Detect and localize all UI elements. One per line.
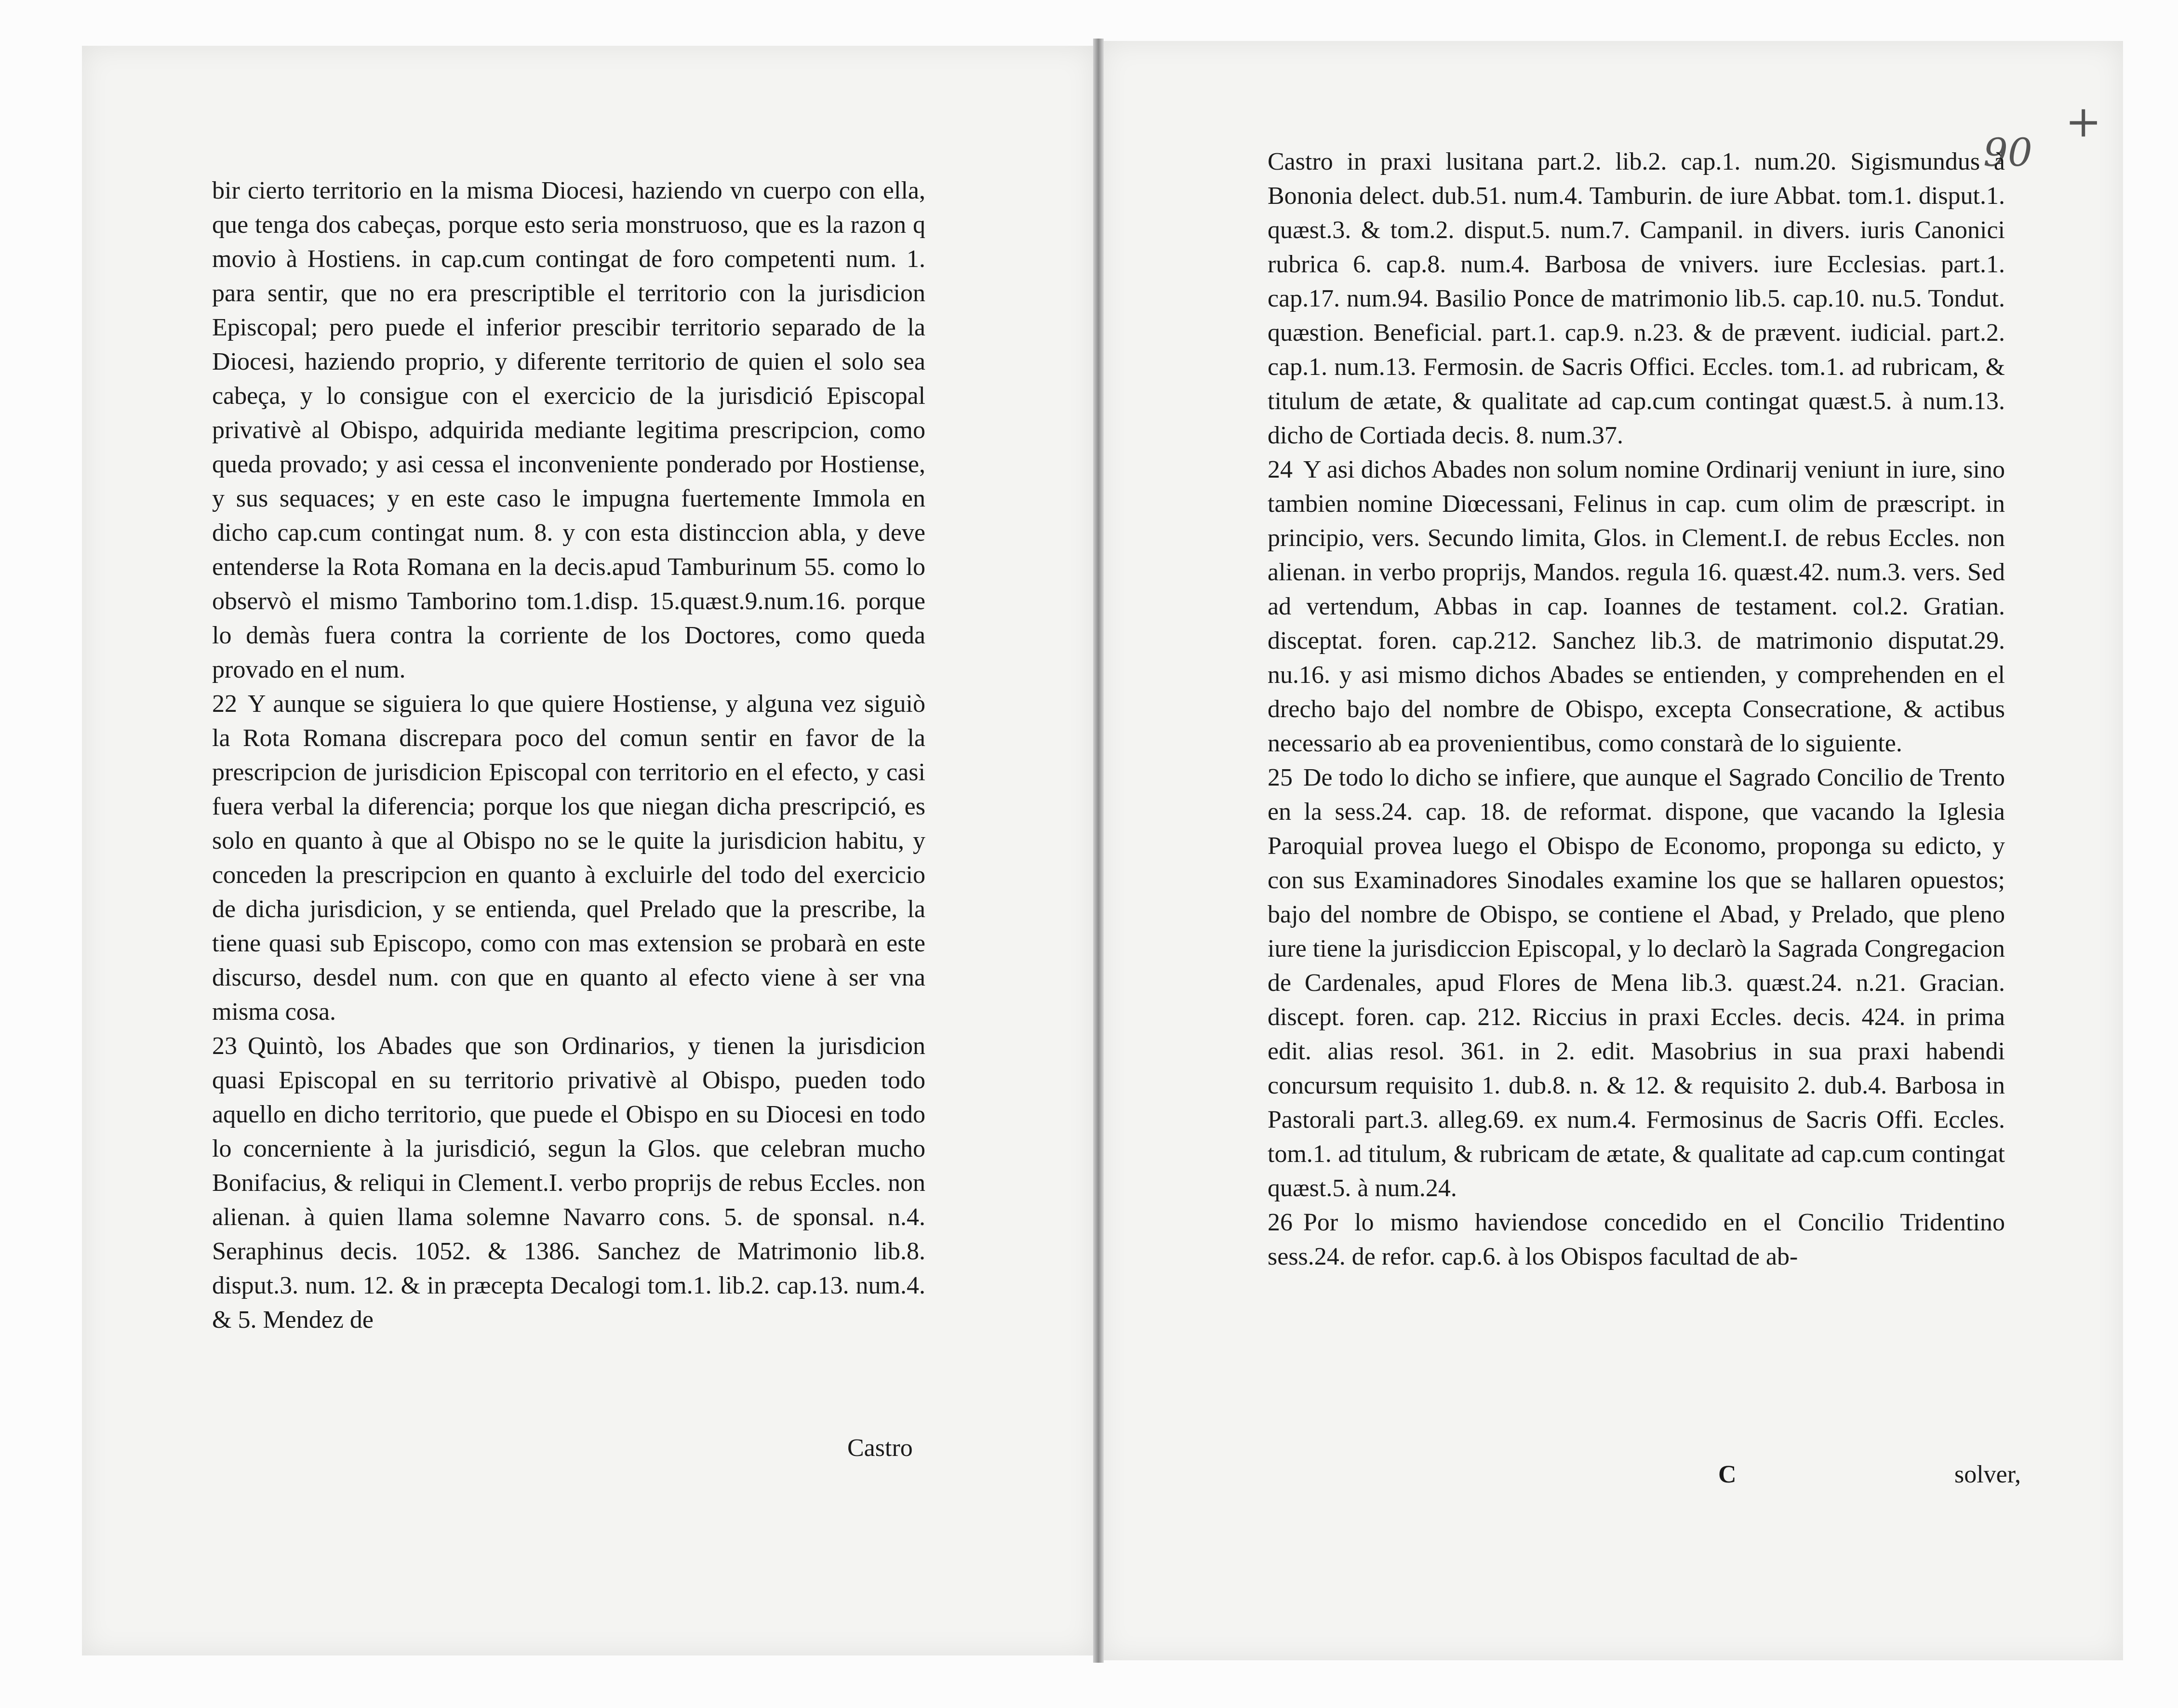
book-gutter bbox=[1093, 39, 1104, 1663]
paragraph-text: Y asi dichos Abades non solum nomine Ordinarij veniunt in iure, sino tambien nomine Diœcessani, Felinus in cap. cum olim de præscript. in principio, vers. Secundo limita, Glos. in Clement.I. de rebus Eccles. non alienan. in verbo proprijs, Mandos. regula 16. quæst.42. num.3. vers. Sed ad vertendum, Abbas in cap. Ioannes de testament. col.2. Gratian. disceptat. foren. cap.212. Sanchez lib.3. de matrimonio disputat.29. nu.16. y asi mismo dichos Abades se entienden, y comprehenden en el drecho bajo del nombre de Obispo, excepta Consecratione, & actibus necessario ab ea provenientibus, como constarà de lo siguiente. bbox=[1268, 456, 2005, 757]
paragraph bbox=[212, 173, 925, 687]
right-catchword: solver, bbox=[1954, 1461, 2021, 1488]
paragraph-text: Castro in praxi lusitana part.2. lib.2. cap.1. num.20. Sigismundus à Bononia delect. dub.51. num.4. Tamburin. de iure Abbat. tom.1. disput.1. quæst.3. & tom.2. disput.5. num.7. Campanil. in divers. iuris Canonici rubrica 6. cap.8. num.4. Barbosa de vnivers. iure Ecclesias. part.1. cap.17. num.94. Basilio Ponce de matrimonio lib.5. cap.10. nu.5. Tondut. quæstion. Beneficial. part.1. cap.9. n.23. & de prævent. iudicial. part.2. cap.1. num.13. Fermosin. de Sacris Offici. Eccles. tom.1. ad rubricam, & titulum de ætate, & qualitate ad cap.cum contingat quæst.5. à num.13. dicho de Cortiada decis. 8. num.37. bbox=[1268, 148, 2005, 449]
paragraph-number: 22 bbox=[212, 690, 237, 718]
paragraph bbox=[1268, 453, 2005, 761]
left-catchword: Castro bbox=[847, 1434, 913, 1462]
right-page-text bbox=[1268, 145, 2005, 1274]
handwritten-folio-number: 90 bbox=[1983, 130, 2032, 175]
paragraph-text: Por lo mismo haviendose concedido en el Concilio Tridentino sess.24. de refor. cap.6. à los Obispos facultad de ab- bbox=[1268, 1209, 2005, 1270]
handwritten-cross-mark: + bbox=[2065, 96, 2102, 147]
paragraph-number: 24 bbox=[1268, 456, 1293, 483]
signature-mark: C bbox=[1718, 1461, 1737, 1488]
paragraph-text: Y aunque se siguiera lo que quiere Hostiense, y alguna vez siguiò la Rota Romana discrepara poco del comun sentir en favor de la prescripcion de jurisdicion Episcopal con territorio en el efecto, y casi fuera verbal la diferencia; porque los que niegan dicha prescripció, es solo en quanto à que al Obispo no se le quite la jurisdicion habitu, y conceden la prescripcion en quanto à excluirle del todo del exercicio de dicha jurisdicion, y se entienda, quel Prelado que la prescribe, la tiene quasi sub Episcopo, como con mas extension se probarà en este discurso, desdel num. con que en quanto al efecto viene à ser vna misma cosa. bbox=[212, 690, 925, 1026]
paragraph-number: 23 bbox=[212, 1032, 237, 1060]
paragraph-text: bir cierto territorio en la misma Diocesi, haziendo vn cuerpo con ella, que tenga dos cabeças, porque esto seria monstruoso, que es la razon q movio à Hostiens. in cap.cum contingat de foro competenti num. 1. para sentir, que no era prescriptible el territorio con la jurisdicion Episcopal; pero puede el inferior prescibir territorio separado de la Diocesi, haziendo proprio, y diferente territorio de quien el solo sea cabeça, y lo consigue con el exercicio de la jurisdició Episcopal privativè al Obispo, adquirida mediante legitima prescripcion, como queda provado; y asi cessa el inconveniente ponderado por Hostiense, y sus sequaces; y en este caso le impugna fuertemente Immola en dicho cap.cum contingat num. 8. y con esta distinccion abla, y deve entenderse la Rota Romana en la decis.apud Tamburinum 55. como lo observò el mismo Tamborino tom.1.disp. 15.quæst.9.num.16. porque lo demàs fuera contra la corriente de los Doctores, como queda provado en el num. bbox=[212, 177, 925, 683]
left-page-text bbox=[212, 173, 925, 1337]
paragraph-number: 25 bbox=[1268, 764, 1293, 791]
paragraph bbox=[212, 1029, 925, 1337]
paragraph-text: De todo lo dicho se infiere, que aunque el Sagrado Concilio de Trento en la sess.24. cap. 18. de reformat. dispone, que vacando la Iglesia Paroquial provea luego el Obispo de Economo, proponga su edicto, y con sus Examinadores Sinodales examine los que se hallaren opuestos; bajo del nombre de Obispo, se contiene el Abad, y Prelado, que pleno iure tiene la jurisdiccion Episcopal, y lo declarò la Sagrada Congregacion de Cardenales, apud Flores de Mena lib.3. quæst.24. n.21. Gracian. discept. foren. cap. 212. Riccius in praxi Eccles. decis. 424. in prima edit. alias resol. 361. in 2. edit. Masobrius in sua praxi habendi concursum requisito 1. dub.8. n. & 12. & requisito 2. dub.4. Barbosa in Pastorali part.3. alleg.69. ex num.4. Fermosinus de Sacris Offi. Eccles. tom.1. ad titulum, & rubricam de ætate, & qualitate ad cap.cum contingat quæst.5. à num.24. bbox=[1268, 764, 2005, 1202]
paragraph-number: 26 bbox=[1268, 1209, 1293, 1236]
paragraph bbox=[1268, 761, 2005, 1205]
paragraph bbox=[1268, 1205, 2005, 1274]
paragraph bbox=[1268, 145, 2005, 453]
paragraph-text: Quintò, los Abades que son Ordinarios, y tienen la jurisdicion quasi Episcopal en su territorio privativè al Obispo, pueden todo aquello en dicho territorio, que puede el Obispo en su Diocesi en todo lo concerniente à la jurisdició, segun la Glos. que celebran mucho Bonifacius, & reliqui in Clement.I. verbo proprijs de rebus Eccles. non alienan. à quien llama solemne Navarro cons. 5. de sponsal. n.4. Seraphinus decis. 1052. & 1386. Sanchez de Matrimonio lib.8. disput.3. num. 12. & in præcepta Decalogi tom.1. lib.2. cap.13. num.4. & 5. Mendez de bbox=[212, 1032, 925, 1334]
paragraph bbox=[212, 687, 925, 1029]
